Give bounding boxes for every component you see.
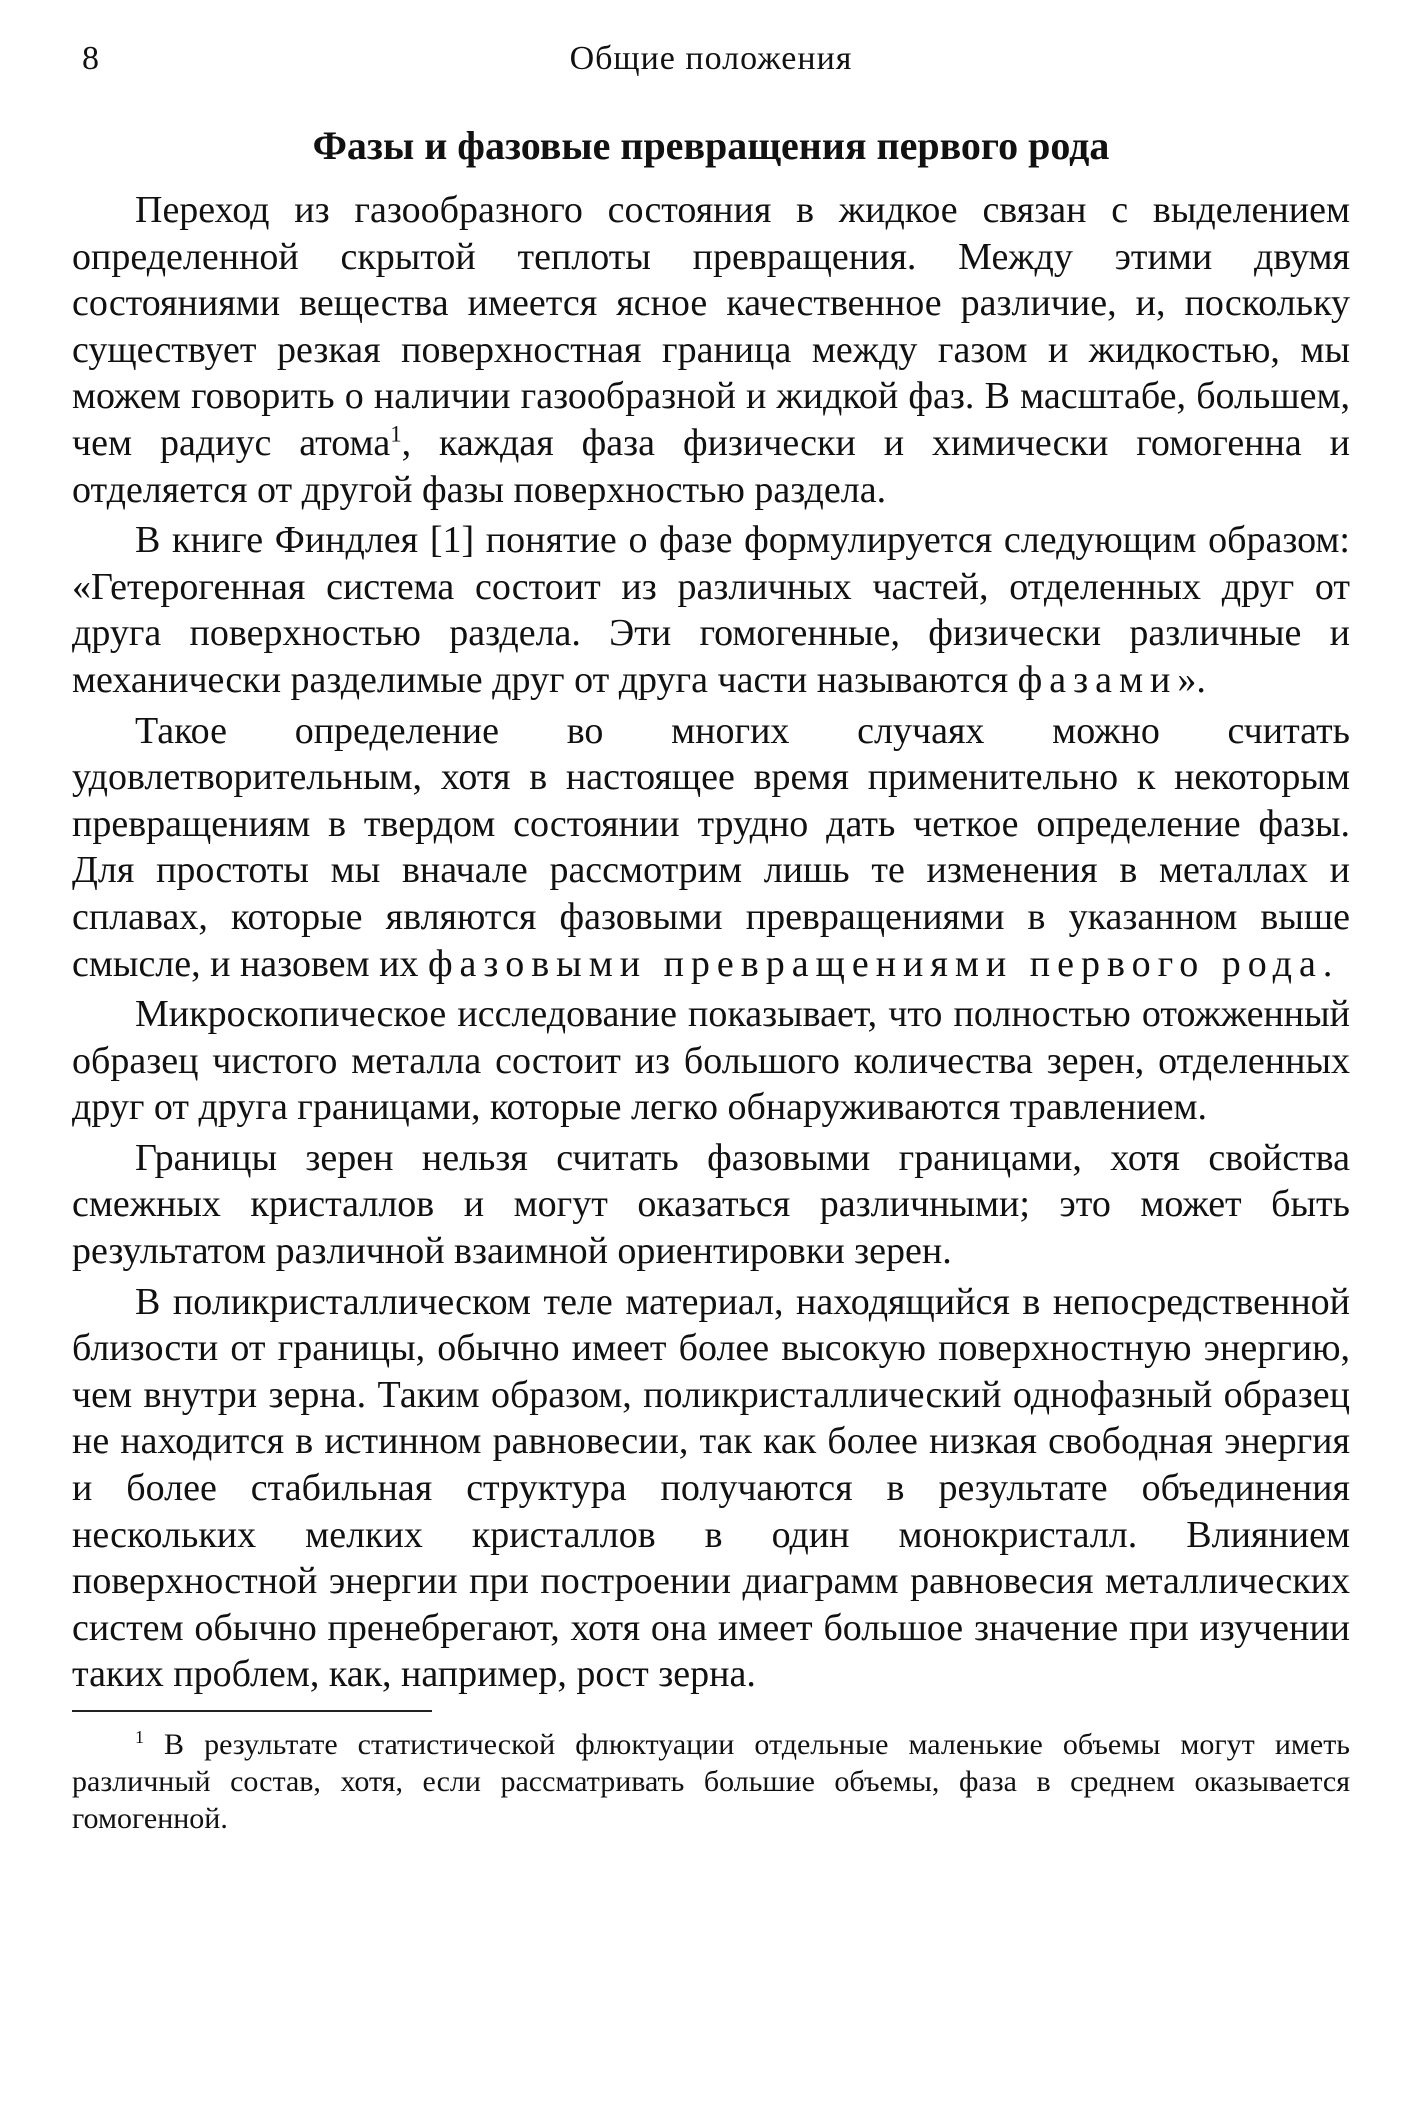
footnote-marker: 1 xyxy=(135,1727,144,1747)
paragraph-text: ». xyxy=(1177,658,1206,701)
paragraph-text: , каждая фаза физически и химически гомогенна и отделяется от другой фазы поверхностью раздела. xyxy=(72,421,1350,511)
footnote-1 xyxy=(72,1726,1350,1837)
paragraph-text: В книге Финдлея [1] понятие о фазе формулируется следующим образом: «Гетерогенная система состоит из различных частей, отделенных друг от друга поверхностью раздела. Эти гомогенные, физически различные и механически разделимые друг от друга части называются xyxy=(72,519,1350,701)
page-number: 8 xyxy=(82,40,99,77)
footnote-reference: 1 xyxy=(390,421,402,447)
paragraph-findlay-definition xyxy=(72,517,1350,703)
paragraph-microscopic-study: Микроскопическое исследование показывает, что полностью отожженный образец чистого металла состоит из большого количества зерен, отделенных друг от друга границами, которые легко обнаруживаются травлением. xyxy=(72,993,1350,1129)
paragraph-polycrystal-energy: В поликристаллическом теле материал, находящийся в непосредственной близости от границы, обычно имеет более высокую поверхностную энергию, чем внутри зерна. Таким образом, поликристаллический однофазный образец не находится в истинном равновесии, так как более низкая свободная энергия и более стабильная структура получаются в результате объединения нескольких мелких кристаллов в один монокристалл. Влиянием поверхностной энергии при построении диаграмм равновесия металлических систем обычно пренебрегают, хотя она имеет большое значение при изучении таких проблем, как, например, рост зерна. xyxy=(72,1280,1350,1696)
paragraph-text: Переход из газообразного состояния в жидкое связан с выделением определенной скрытой теплоты превращения. Между этими двумя состояниями вещества имеется ясное качественное различие, и, поскольку существует резкая поверхностная граница между газом и жидкостью, мы можем говорить о наличии газообразной и жидкой фаз. В масштабе, большем, чем радиус атома xyxy=(72,189,1350,464)
emphasized-term: фазовыми превращениями первого рода xyxy=(427,942,1323,985)
body-text xyxy=(72,187,1350,1698)
paragraph-text: . xyxy=(1322,942,1333,985)
footnote-divider xyxy=(72,1710,432,1712)
book-page xyxy=(72,40,1350,2100)
paragraph-definition-scope xyxy=(72,708,1350,988)
running-title: Общие положения xyxy=(569,40,853,77)
footnotes xyxy=(72,1726,1350,1837)
paragraph-grain-boundaries: Границы зерен нельзя считать фазовыми границами, хотя свойства смежных кристаллов и могут оказаться различными; это может быть результатом различной взаимной ориентировки зерен. xyxy=(72,1136,1350,1273)
section-heading: Фазы и фазовые превращения первого рода xyxy=(312,123,1110,168)
emphasized-term: фазами xyxy=(1017,658,1178,701)
running-head xyxy=(72,40,1350,100)
paragraph-phase-transition xyxy=(72,187,1350,513)
footnote-text: В результате статистической флюктуации отдельные маленькие объемы могут иметь различный состав, хотя, если рассматривать большие объемы, фаза в среднем оказывается гомогенной. xyxy=(72,1728,1350,1835)
paragraph-text: Такое определение во многих случаях можно считать удовлетворительным, хотя в настоящее время применительно к некоторым превращениям в твердом состоянии трудно дать четкое определение фазы. Для простоты мы вначале рассмотрим лишь те изменения в металлах и сплавах, которые являются фазовыми превращениями в указанном выше смысле, и назовем их xyxy=(72,709,1350,985)
